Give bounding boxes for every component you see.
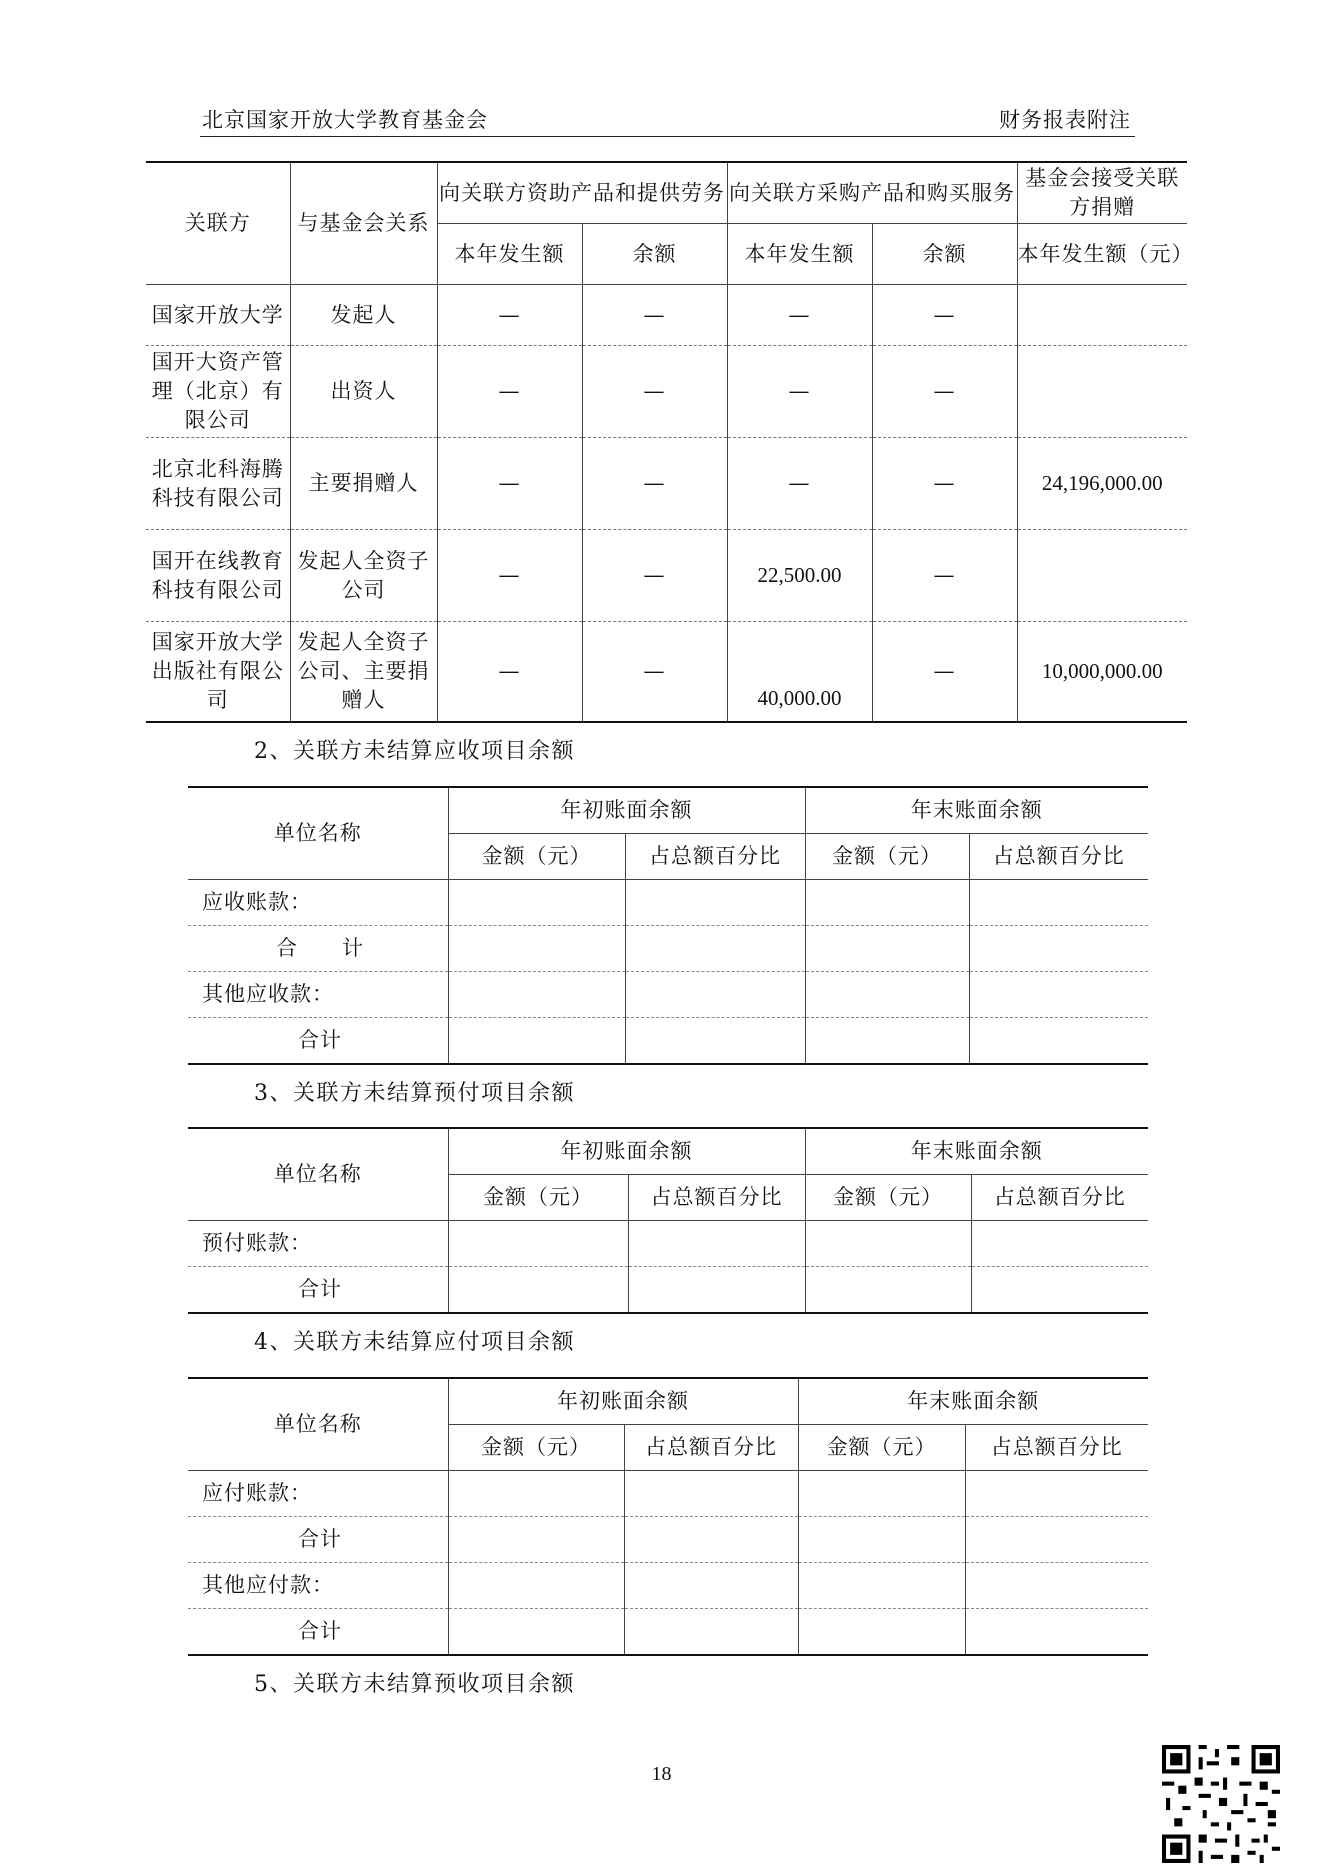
related-party-transactions-table	[146, 161, 1194, 723]
header-group-donation: 基金会接受关联方捐赠	[1017, 162, 1187, 224]
party-name: 国开大资产管理（北京）有限公司	[146, 346, 290, 438]
header-amount: 金额（元）	[798, 1425, 965, 1471]
party-name: 国家开放大学	[146, 285, 290, 346]
donation-amount	[1017, 530, 1187, 622]
table-row	[188, 926, 1148, 972]
row-label: 应收账款：	[188, 880, 448, 926]
purchase-balance: —	[872, 346, 1017, 438]
header-relation: 与基金会关系	[290, 162, 437, 285]
section-2-title: 2、关联方未结算应收项目余额	[254, 739, 575, 764]
purchase-balance: —	[872, 438, 1017, 530]
table-row	[188, 1221, 1148, 1267]
header-group-purchase: 向关联方采购产品和购买服务	[727, 162, 1017, 224]
donation-amount	[1017, 346, 1187, 438]
donation-amount	[1017, 285, 1187, 346]
table-row	[188, 880, 1148, 926]
table-row	[188, 1267, 1148, 1314]
page-number: 18	[651, 1763, 672, 1785]
header-percent: 占总额百分比	[965, 1425, 1148, 1471]
table-row	[146, 438, 1187, 530]
header-begin-balance: 年初账面余额	[448, 1378, 798, 1425]
header-unit-name: 单位名称	[188, 1128, 448, 1221]
table-row	[188, 1018, 1148, 1065]
header-group-provide: 向关联方资助产品和提供劳务	[437, 162, 727, 224]
header-end-balance: 年末账面余额	[798, 1378, 1148, 1425]
table-row	[146, 530, 1187, 622]
table-row	[146, 622, 1187, 723]
payables-table	[188, 1377, 1148, 1656]
header-end-balance: 年末账面余额	[805, 787, 1148, 834]
table-row	[188, 972, 1148, 1018]
header-provide-balance: 余额	[582, 224, 727, 285]
table-row	[188, 1517, 1148, 1563]
header-donation-amount: 本年发生额（元）	[1017, 224, 1187, 285]
row-label: 合 计	[188, 926, 448, 972]
header-unit-name: 单位名称	[188, 1378, 448, 1471]
document-title: 财务报表附注	[999, 108, 1131, 132]
party-relation: 发起人全资子公司	[290, 530, 437, 622]
provide-amount: —	[437, 622, 582, 723]
section-4-title: 4、关联方未结算应付项目余额	[254, 1330, 575, 1355]
purchase-balance: —	[872, 285, 1017, 346]
row-label: 其他应收款：	[188, 972, 448, 1018]
header-amount: 金额（元）	[805, 834, 969, 880]
section-5-title: 5、关联方未结算预收项目余额	[254, 1672, 575, 1697]
header-percent: 占总额百分比	[628, 1175, 805, 1221]
receivables-table	[188, 786, 1148, 1065]
page-header	[200, 100, 1135, 137]
header-amount: 金额（元）	[805, 1175, 971, 1221]
header-provide-amount: 本年发生额	[437, 224, 582, 285]
provide-balance: —	[582, 346, 727, 438]
provide-balance: —	[582, 530, 727, 622]
party-relation: 发起人全资子公司、主要捐赠人	[290, 622, 437, 723]
purchase-balance: —	[872, 530, 1017, 622]
table-row	[146, 346, 1187, 438]
header-percent: 占总额百分比	[969, 834, 1148, 880]
prepayments-table	[188, 1127, 1148, 1314]
row-label: 合计	[188, 1609, 448, 1656]
header-begin-balance: 年初账面余额	[448, 787, 805, 834]
party-relation: 发起人	[290, 285, 437, 346]
header-unit-name: 单位名称	[188, 787, 448, 880]
row-label: 合计	[188, 1267, 448, 1314]
purchase-amount: 40,000.00	[727, 622, 872, 723]
header-purchase-balance: 余额	[872, 224, 1017, 285]
table-row	[188, 1563, 1148, 1609]
provide-amount: —	[437, 438, 582, 530]
party-name: 国开在线教育科技有限公司	[146, 530, 290, 622]
provide-balance: —	[582, 285, 727, 346]
row-label: 应付账款：	[188, 1471, 448, 1517]
party-name: 北京北科海腾科技有限公司	[146, 438, 290, 530]
provide-balance: —	[582, 622, 727, 723]
organization-name: 北京国家开放大学教育基金会	[202, 108, 488, 132]
purchase-amount: —	[727, 285, 872, 346]
header-percent: 占总额百分比	[624, 1425, 798, 1471]
table-row	[146, 285, 1187, 346]
header-percent: 占总额百分比	[625, 834, 805, 880]
header-purchase-amount: 本年发生额	[727, 224, 872, 285]
header-amount: 金额（元）	[448, 834, 625, 880]
header-amount: 金额（元）	[448, 1425, 624, 1471]
header-amount: 金额（元）	[448, 1175, 628, 1221]
party-name: 国家开放大学出版社有限公司	[146, 622, 290, 723]
row-label: 其他应付款：	[188, 1563, 448, 1609]
row-label: 合计	[188, 1517, 448, 1563]
provide-amount: —	[437, 530, 582, 622]
purchase-amount: —	[727, 346, 872, 438]
table-row	[188, 1471, 1148, 1517]
provide-amount: —	[437, 346, 582, 438]
header-percent: 占总额百分比	[971, 1175, 1148, 1221]
party-relation: 主要捐赠人	[290, 438, 437, 530]
table-row	[188, 1609, 1148, 1656]
provide-balance: —	[582, 438, 727, 530]
row-label: 合计	[188, 1018, 448, 1065]
header-party: 关联方	[146, 162, 290, 285]
header-end-balance: 年末账面余额	[805, 1128, 1148, 1175]
donation-amount: 10,000,000.00	[1017, 622, 1187, 723]
qr-code-icon	[1162, 1745, 1280, 1863]
section-3-title: 3、关联方未结算预付项目余额	[254, 1081, 575, 1106]
donation-amount: 24,196,000.00	[1017, 438, 1187, 530]
header-begin-balance: 年初账面余额	[448, 1128, 805, 1175]
provide-amount: —	[437, 285, 582, 346]
purchase-balance: —	[872, 622, 1017, 723]
purchase-amount: —	[727, 438, 872, 530]
row-label: 预付账款：	[188, 1221, 448, 1267]
purchase-amount: 22,500.00	[727, 530, 872, 622]
party-relation: 出资人	[290, 346, 437, 438]
